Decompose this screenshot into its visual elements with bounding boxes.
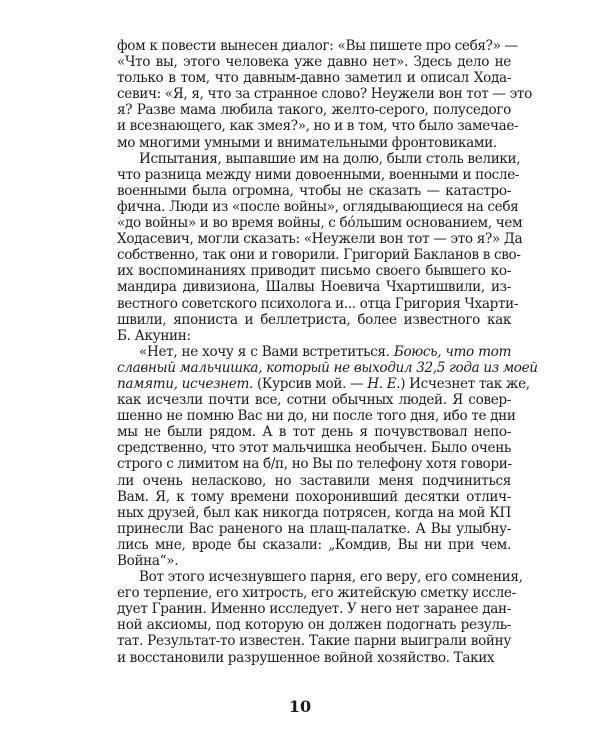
text-segment: лись мне, вроде бы сказали: „Комдив, Вы ни при чем.	[117, 536, 511, 553]
text-segment: фом к повести вынесен диалог: «Вы пишете про себя?» —	[117, 38, 518, 54]
text-line	[117, 521, 511, 537]
italic-text: Н. Е.	[367, 375, 401, 392]
italic-text: славный мальчишка, который не выходил 32,5 года из моей	[117, 359, 538, 376]
text-segment: мандира дивизиона, Шалвы Ноевича Чхартишвили, из-	[117, 279, 511, 296]
text-segment: «Нет, не хочу я с Вами встретиться.	[139, 343, 394, 360]
text-segment: севич: «Я, я, что за странное слово? Неужели вон тот — это	[117, 86, 532, 103]
text-segment: мы не были рядом. А в тот день я почувствовал непо-	[117, 424, 511, 441]
text-segment: шенно не помню Вас ни до, ни после того дня, ибо те дни	[117, 408, 516, 425]
page-body	[117, 38, 538, 666]
text-segment: собственно, так они и говорили. Григорий Бакланов в сво-	[117, 247, 521, 264]
text-segment: его терпение, его хитрость, его житейскую сметку иссле-	[117, 585, 516, 602]
paragraph	[117, 38, 532, 151]
text-line	[117, 118, 519, 135]
text-segment: Б. Акунин:	[117, 327, 191, 344]
text-line	[117, 102, 511, 118]
text-line	[117, 344, 511, 360]
text-line	[117, 312, 511, 328]
text-segment: мо многими умными и внимательными фронтовиками.	[117, 134, 497, 151]
text-line	[117, 650, 511, 666]
text-line	[117, 569, 523, 586]
text-line	[117, 279, 511, 295]
italic-text: памяти, исчезнет.	[117, 375, 253, 392]
text-line	[117, 247, 521, 264]
text-line	[117, 231, 523, 248]
text-segment: строго с лимитом на б/п, но Вы по телефону хотя говори-	[117, 456, 512, 473]
text-line	[117, 585, 516, 602]
text-segment: фична. Люди из «после войны», оглядывающиеся на себя	[117, 198, 519, 215]
text-line	[117, 505, 511, 521]
text-segment: (Курсив мой. —	[252, 375, 368, 392]
paragraph	[117, 343, 538, 569]
text-segment: я? Разве мама любила такого, желто-серого, полуседого	[117, 102, 511, 119]
text-line	[117, 537, 511, 553]
text-line	[117, 150, 521, 167]
text-line	[117, 473, 511, 489]
text-line	[117, 601, 511, 617]
text-line	[117, 166, 520, 183]
text-segment: дует Гранин. Именно исследует. У него нет заранее дан-	[117, 601, 511, 618]
text-line	[117, 408, 516, 425]
text-line	[117, 70, 511, 86]
text-segment: и восстановили разрушенное войной хозяйство. Таких	[117, 649, 495, 666]
text-line	[117, 263, 511, 279]
text-line	[117, 424, 511, 440]
text-line	[117, 359, 538, 376]
text-line	[117, 135, 511, 151]
text-segment: как исчезли почти все, сотни обычных людей. Я совер-	[117, 392, 511, 409]
text-line	[117, 198, 519, 215]
text-line	[117, 215, 523, 232]
text-segment: и всезнающего, как змея?», но и в том, что было замечае-	[117, 118, 519, 135]
text-segment: ных друзей, был как никогда потрясен, когда на мой КП	[117, 504, 511, 521]
text-segment: Вот этого исчезнувшего парня, его веру, его сомнения,	[139, 569, 523, 586]
text-segment: Ходасевич, могли сказать: «Неужели вон тот — это я?» Да	[117, 231, 523, 248]
text-segment: швили, япониста и беллетриста, более известного как	[117, 311, 511, 328]
text-segment: Испытания, выпавшие им на долю, были столь велики,	[139, 150, 521, 167]
italic-text: Боюсь, что тот	[393, 343, 512, 360]
text-line	[117, 86, 532, 103]
text-segment: Вам. Я, к тому времени похоронивший десятки отлич-	[117, 488, 511, 505]
text-line	[117, 392, 511, 408]
text-segment: средственно, что этот мальчишка необычен. Было очень	[117, 440, 511, 457]
text-line	[117, 295, 519, 312]
text-line	[117, 183, 511, 199]
text-segment: принесли Вас раненого на плащ-палатке. А Вы улыбну-	[117, 520, 511, 537]
text-segment: «Что вы, этого человека уже давно нет». Здесь дело не	[117, 54, 511, 71]
text-line	[117, 617, 511, 633]
text-line	[117, 38, 518, 54]
text-segment: ной аксиомы, под которую он должен подогнать резуль-	[117, 617, 511, 634]
text-segment: Война“».	[117, 553, 179, 569]
text-segment: тат. Результат-то известен. Такие парни выиграли войну	[117, 633, 511, 650]
text-segment: только в том, что давным-давно заметил и описал Хода-	[117, 70, 511, 87]
text-line	[117, 375, 530, 392]
text-segment: вестного советского психолога и... отца Григория Чхарти-	[117, 295, 519, 312]
text-line	[117, 440, 511, 456]
page-number: 10	[288, 697, 312, 716]
text-segment: военными была огромна, чтобы не сказать — катастро-	[117, 182, 511, 199]
text-line	[117, 553, 511, 569]
text-line	[117, 328, 511, 344]
text-segment: ) Исчезнет так же,	[400, 375, 530, 392]
text-line	[117, 54, 511, 70]
paragraph	[117, 150, 523, 344]
text-line	[117, 489, 511, 505]
text-segment: «до войны» и во время войны, с бóльшим основанием, чем	[117, 215, 523, 232]
paragraph	[117, 569, 523, 666]
text-segment: что разница между ними довоенными, военными и после-	[117, 166, 520, 183]
text-line	[117, 456, 511, 472]
text-segment: ли очень неласково, но заставили меня подчиниться	[117, 472, 511, 489]
text-line	[117, 633, 511, 649]
text-segment: их воспоминаниях приводит письмо своего бывшего ко-	[117, 263, 511, 280]
